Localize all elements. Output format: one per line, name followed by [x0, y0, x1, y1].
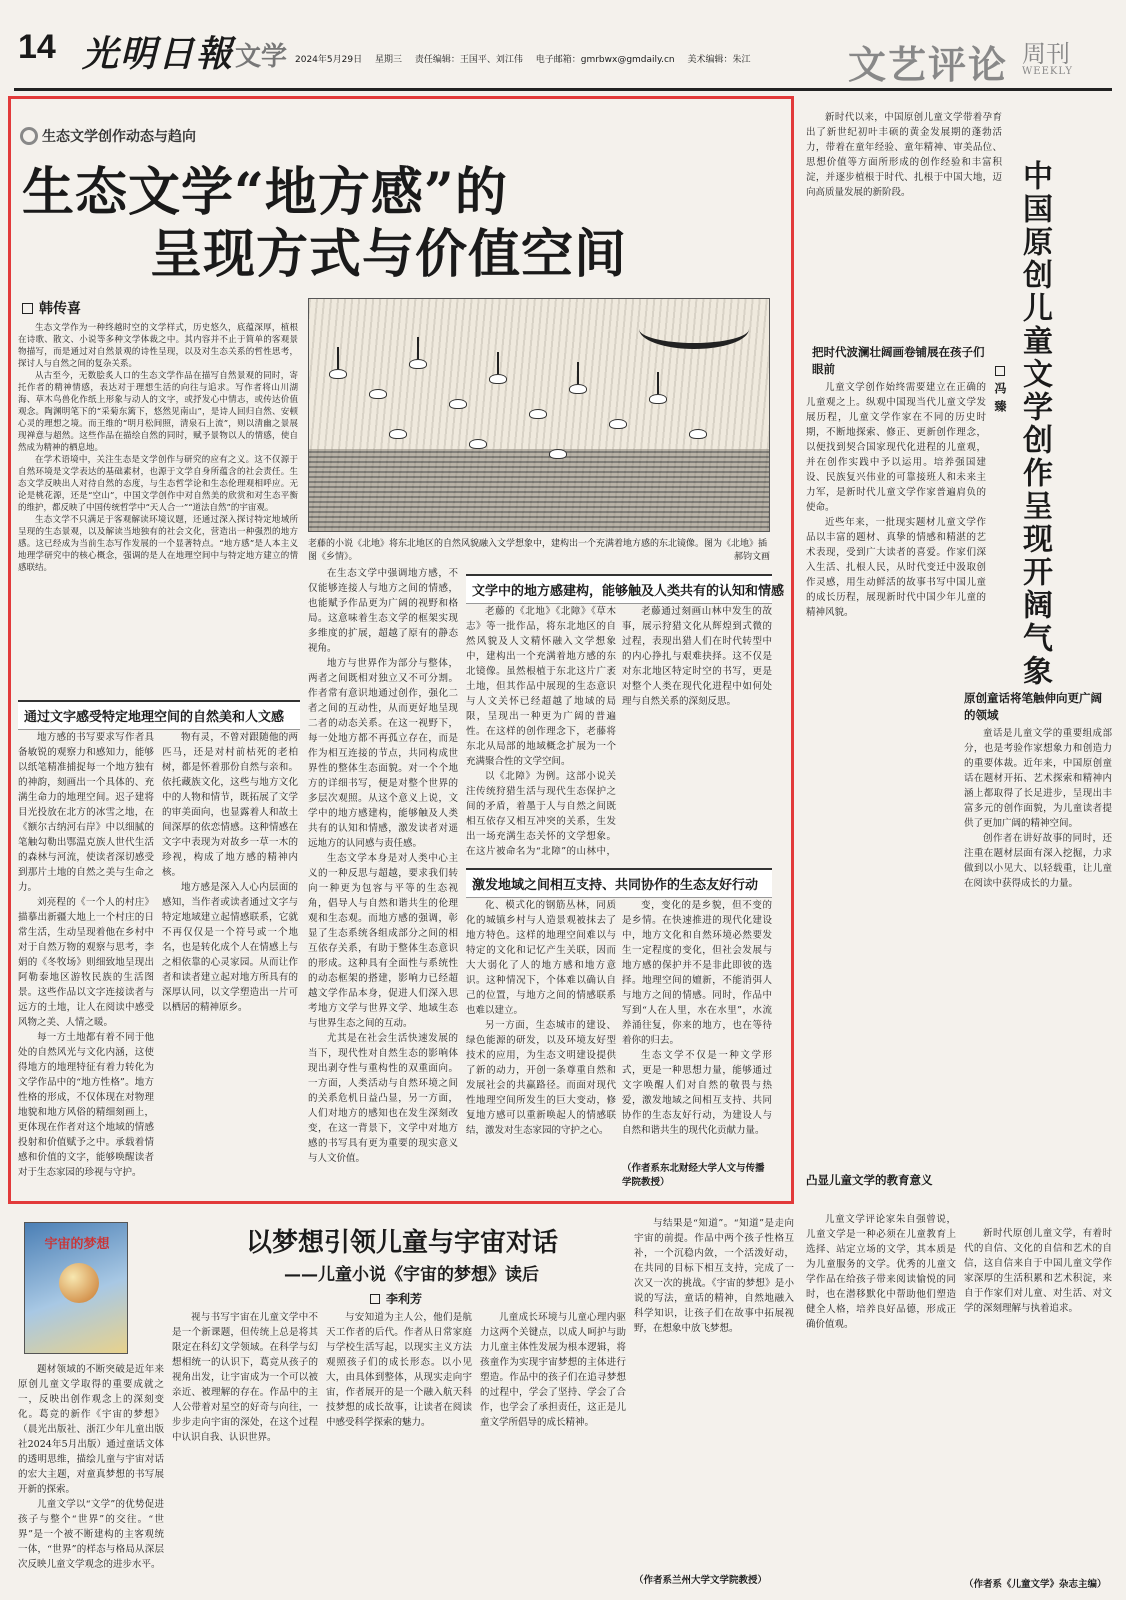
- paper-name-logo: 光明日報: [82, 33, 235, 75]
- editor-email: 电子邮箱：gmrbwx@gmdaily.cn: [535, 55, 675, 65]
- water-reflection: [309, 449, 770, 532]
- responsible-editors: 责任编辑：王国平、刘江伟: [414, 55, 523, 65]
- book-cover-title: 宇宙的梦想: [44, 1237, 110, 1252]
- body-paragraph: 老藤通过刻画山林中发生的故事，展示狩猎文化从辉煌到式微的过程，表现出猎人们在时代转型中的内心挣扎与艰难抉择。这不仅是对东北地区特定时空的书写，更是对整个人类在现代化进程中如何处理与自然关系的深刻反思。: [622, 606, 772, 707]
- body-paragraph: 儿童文学创作始终需要建立在正确的儿童观之上。纵观中国现当代儿童文学发展历程，儿童文学作家在不同的历史时期，不断地探索、修正、更新创作理念，以便找到契合国家现代化进程的儿童观，并在创作实践中予以运用。培养强国建设、民族复兴伟业的可靠接班人和未来主力军，是新时代儿童文学作家普遍肩负的使命。: [806, 382, 986, 513]
- section2-column-b: [622, 604, 772, 860]
- crane-icon: [389, 429, 407, 439]
- bottom-column-a: [18, 1362, 164, 1592]
- section1-column-b: [162, 730, 298, 1196]
- caption-text: 老藤的小说《北地》将东北地区的自然风貌融入文学想象中，建构出一个充满着地方感的东北镜像。图为《北地》插图《乡情》。: [308, 539, 768, 562]
- illustration-caption: [308, 538, 770, 564]
- middle-column: [308, 566, 458, 1196]
- section-name: 文学: [235, 42, 288, 72]
- right-author-affiliation: （作者系《儿童文学》杂志主编）: [964, 1579, 1107, 1590]
- right-column-a: [806, 380, 986, 866]
- right-column-d: [964, 1226, 1112, 1574]
- author-affiliation: （作者系东北财经大学人文与传播学院教授）: [622, 1163, 765, 1188]
- section3-column-a: [466, 898, 616, 1196]
- masthead: [0, 0, 1126, 92]
- lead-paragraph: 生态文学不只满足于客观解读环境议题，还通过深入探讨特定地域所呈现的生态景观，以及解读当地独有的社会文化，营造出一种强烈的地方感。这已经成为当前生态写作发展的一个显著特点。“地方感”是人本主义地理学研究中的核心概念，强调的是人在地理空间中与特定地方建立的情感联结。: [18, 515, 298, 573]
- body-paragraph: 尤其是在社会生活快速发展的当下，现代性对自然生态的影响体现出剥夺性与重构性的双重面向。一方面，人类活动与自然环境之间的关系危机日益凸显，另一方面，人们对地方的感知也在发生深刻改变，在这一背景下，文学中对地方感的书写具有更为重要的现实意义与人文价值。: [308, 1033, 458, 1164]
- body-paragraph: 变，变化的是乡貌，但不变的是乡情。在快速推进的现代化建设中，地方文化和自然环境必然要发生一定程度的变化，但社会发展与地方感的保护并不是非此即彼的选择。地理空间的嬗新，不能消弭人与地方之间的情感。同时，作品中写到“人在人里，水在水里”，水流养涌往复，你来的地方，也在等待着你的归去。: [622, 900, 772, 1046]
- article-byline: 韩传喜: [22, 298, 81, 318]
- crane-neck: [577, 362, 579, 384]
- crane-icon: [329, 369, 347, 379]
- bottom-column-e: [634, 1216, 794, 1566]
- body-paragraph: 在生态文学中强调地方感，不仅能够连接人与地方之间的情感，也能赋予作品更为广阔的视野和格局。这意味着生态文学的框架实现多维度的扩展，超越了原有的静态视角。: [308, 568, 458, 654]
- body-paragraph: 地方与世界作为部分与整体，两者之间既相对独立又不可分割。作者常有意识地通过创作，强化二者之间的互动性，从而更好地呈现二者的动态关系。在这一视野下，每一处地方都不再孤立存在，而是作为相互连接的节点，共同构成世界性的整体生态面貌。对一个个地方的详细书写，便是对整个世界的多层次观照。从这个意义上说，文学中的地方感建构，能够触及人类共有的认知和情感，激发读者对遥远地方的认同感与责任感。: [308, 658, 458, 849]
- body-paragraph: 新时代原创儿童文学，有着时代的自信、文化的自信和艺术的自信，这自信来自于中国儿童文学作家深厚的生活积累和艺术积淀，来自于作家们对儿童、对生活、对文学的深刻理解与执着追求。: [964, 1228, 1112, 1314]
- crane-icon: [609, 419, 627, 429]
- crane-icon: [529, 409, 547, 419]
- book-cover-image: [24, 1222, 128, 1354]
- lead-column: [18, 322, 298, 694]
- crane-icon: [569, 384, 587, 394]
- body-paragraph: 每一方土地都有着不同于他处的自然风光与文化内涵，这使得地方的地理特征有着力转化为文学作品中的“地方性格”。地方性格的形成，不仅体现在对物理地貌和地方风俗的精细刻画上，更体现在作者对这个地域的情感投射和价值赋予之中。承载着情感和价值的文字，能够唤醒读者对于生态家园的珍视与守护。: [18, 1032, 154, 1178]
- right-article-byline: 冯臻: [992, 366, 1009, 418]
- body-paragraph: 儿童文学以“文学”的优势促进孩子与整个“世界”的交往。“世界”是一个被不断建构的主客观统一体，“世界”的样态与格局从深层次反映儿童文学观念的进步水平。: [18, 1499, 164, 1570]
- column-weekly-en: WEEKLY: [1022, 66, 1073, 77]
- body-paragraph: 童话是儿童文学的重要组成部分，也是考验作家想象力和创造力的重要体裁。近年来，中国原创童话在题材开拓、艺术探索和精神内涵上都取得了长足进步，呈现出丰富多元的创作面貌，为儿童读者提供了更加广阔的精神空间。: [964, 728, 1112, 829]
- crane-neck: [657, 372, 659, 394]
- body-paragraph: 儿童成长环境与儿童心理内驱力这两个关键点，以成人呵护与助力儿童主体性发展为根本逻辑，将孩童作为实现宇宙梦想的主体进行塑造。作品中的孩子们在追寻梦想的过程中，学会了坚持、学会了合作，也学会了承担责任，这正是儿童文学所倡导的成长精神。: [480, 1312, 626, 1428]
- bottom-article-byline: 李利芳: [370, 1290, 422, 1307]
- body-paragraph: 与安知道为主人公，他们是航天工作者的后代。作者从日常家庭与学校生活写起，以现实主义方法观照孩子们的成长形态。以小见大，由具体到整体，从现实走向宇宙，作者展开的是一个融入航天科技梦想的成长故事，让读者在阅读中感受科学探索的魅力。: [326, 1312, 472, 1428]
- right-subhead-1: 把时代波澜壮阔画卷铺展在孩子们眼前: [812, 345, 985, 376]
- article-headline-line2: 呈现方式与价值空间: [150, 224, 628, 285]
- bottom-column-c: [326, 1310, 472, 1592]
- art-editor: 美术编辑：朱江: [687, 55, 751, 65]
- lead-paragraph: 生态文学作为一种终越时空的文学样式，历史悠久，底蕴深厚，植根在诗歌、散文、小说等多种文学体裁之中。其内容并不止于简单的客观景物描写，而是通过对自然景观的诗性呈现，以及对生态关系的哲性思考，探讨人与自然之间的复杂关系。: [18, 323, 298, 369]
- right-article-title: 中国原创儿童文学创作呈现开阔气象: [1017, 160, 1052, 688]
- lead-paragraph: 在学术语境中，关注生态是文学创作与研究的应有之义。这不仅源于自然环境是文学表达的基础素材，也源于文学自身所蕴含的社会责任。生态文学反映出人对待自然的态度，与生态哲学论和生态伦理观相呼应。无论是桃花源，还是“空山”，中国文学创作中对自然美的欣赏和对生态平衡的维护，都反映了中国传统哲学中“天人合一”“道法自然”的宇宙观。: [18, 455, 298, 513]
- body-paragraph: 儿童文学评论家朱自强曾说，儿童文学是一种必须在儿童教育上选择、站定立场的文学，其本质是为儿童服务的文学。优秀的儿童文学作品在给孩子带来阅读愉悦的同时，也在潜移默化中帮助他们塑造健全人格，培养良好品德，形成正确价值观。: [806, 1214, 956, 1330]
- body-paragraph: 刘亮程的《一个人的村庄》描摹出新疆大地上一个村庄的日常生活，生动呈现着他在乡村中对于自然万物的观察与思考，李娟的《冬牧场》则细致地呈现出阿勒泰地区游牧民族的生活图景。这些作品以文字连接读者与远方的土地，让人在阅读中感受风物之美、人情之暖。: [18, 897, 154, 1028]
- issue-date: 2024年5月29日: [295, 55, 363, 65]
- crane-icon: [689, 429, 707, 439]
- body-paragraph: 化、模式化的钢筋丛林，同质化的城镇乡村与人造景观被抹去了地方特色。这样的地理空间难以与特定的文化和记忆产生关联，因而大大弱化了人的地方感和地方意识。这种情况下，个体难以确认自己的位置，与地方之间的情感联系也难以建立。: [466, 900, 616, 1016]
- body-paragraph: 另一方面，生态城市的建设、绿色能源的研发，以及环境友好型技术的应用，为生态文明建设提供了新的动力，开创一条尊重自然和发展社会的共赢路径。而面对现代性地理空间所发生的巨大变动，修复地方感可以重新唤起人的情感联结，激发对生态家园的守护之心。: [466, 1020, 616, 1136]
- body-paragraph: 与结果是“知道”。“知道”是走向宇宙的前提。作品中两个孩子性格互补，一个沉稳内敛，一个活泼好动，在共同的目标下相互支持，完成了一次又一次的挑战。《宇宙的梦想》是小说的写法，童话的精神，自然地融入科学知识，让孩子们在故事中拓展视野，在想象中放飞梦想。: [634, 1218, 794, 1334]
- right-subhead-3: 凸显儿童文学的教育意义: [806, 1173, 933, 1187]
- crane-neck: [417, 337, 419, 359]
- body-paragraph: 老藤的《北地》《北障》《草木志》等一批作品，将东北地区的自然风貌及人文精怀融入文学想象中，建构出一个充满着地方感的东北镜像。虽然根植于东北这片广袤土地，但其作品中展现的生态意识与人文关怀已经超越了地域的局限，呈现出一种更为广阔的普遍性。在这样的创作理念下，老藤将东北从局部的地域概念扩展为一个充满聚合性的文学空间。: [466, 606, 616, 767]
- right-column-c: [806, 1212, 956, 1582]
- crane-icon: [469, 439, 487, 449]
- body-paragraph: 近些年来，一批现实题材儿童文学作品以丰富的题材、真挚的情感和精湛的艺术表现，受到广大读者的喜爱。作家们深入生活、扎根人民，从时代变迁中汲取创作灵感，用生动鲜活的故事书写中国儿童的成长历程，展现新时代中国少年儿童的精神风貌。: [806, 517, 986, 618]
- crane-icon: [489, 374, 507, 384]
- section2-heading: 文学中的地方感建构，能够触及人类共有的认知和情感: [466, 574, 772, 604]
- kicker-logo-icon: [20, 127, 38, 145]
- issue-weekday: 星期三: [374, 55, 402, 65]
- planet-icon: [59, 1263, 99, 1303]
- bottom-column-d: [480, 1310, 626, 1592]
- body-paragraph: 地方感是深入人心内层面的感知，当作者或读者通过文字与特定地域建立起情感联系，它就不再仅仅是一个符号或一个地名，也是转化成个人在情感上与之相依靠的心灵家园。从而让作者和读者建立起对地方所具有的深厚认同，以文学塑造出一片可以栖居的精神原乡。: [162, 882, 298, 1013]
- boat-shape: [639, 309, 749, 349]
- crane-icon: [449, 399, 467, 409]
- page-number: 14: [18, 28, 56, 66]
- masthead-rule: [14, 88, 1112, 91]
- article-headline-line1: 生态文学“地方感”的: [22, 162, 508, 223]
- body-paragraph: 创作者在讲好故事的同时，还注重在题材层面有深入挖掘，力求做到以小见大、以轻载重，让儿童在阅读中获得成长的力量。: [964, 833, 1112, 889]
- article-illustration: [308, 298, 770, 532]
- section3-column-b: [622, 898, 772, 1154]
- body-paragraph: 以《北障》为例。这部小说关注传统狩猎生活与现代生态保护之间的矛盾，着墨于人与自然之间既相互依存又相互冲突的关系，生发出一场充满生态关怀的文学想象。在这片被命名为“北障”的山林中，: [466, 771, 616, 857]
- article-kicker: 生态文学创作动态与趋向: [20, 126, 196, 146]
- bottom-author-affiliation: （作者系兰州大学文学院教授）: [634, 1575, 768, 1586]
- body-paragraph: 新时代以来，中国原创儿童文学带着孕育出了新世纪初叶丰硕的黄金发展期的蓬勃活力，带着在童年经验、童年精神、审美品位、思想价值等方面所形成的创作经验和丰富积淀，并逐步植根于时代、扎根于中国大地，迈向高质量发展的新阶段。: [806, 112, 1002, 198]
- bottom-column-b: [172, 1310, 318, 1592]
- crane-icon: [649, 394, 667, 404]
- byline-box-icon: [22, 303, 33, 314]
- bottom-article-headline: 以梦想引领儿童与宇宙对话: [246, 1228, 559, 1258]
- crane-neck: [337, 347, 339, 369]
- crane-icon: [409, 359, 427, 369]
- section3-heading: 激发地域之间相互支持、共同协作的生态友好行动: [466, 868, 772, 898]
- lead-paragraph: 从古至今，无数脍炙人口的生态文学作品在描写自然景观的同时，寄托作者的精神情感，表达对于理想生活的向往与追求。写作者将山川湖海、草木鸟兽化作纸上形象与动人的文字，或抒发心中情志，或传达价值观念。陶渊明笔下的“采菊东篱下，悠然见南山”，是诗人回归自然、安顿心灵的理想之境。而王维的“明月松间照，清泉石上流”，则以清幽之景展现禅意与超然。这些作品在描绘自然的同时，赋予景物以人的情感，使自然成为精神的栖息地。: [18, 371, 298, 453]
- right-intro-column: [806, 110, 1002, 336]
- body-paragraph: 生态文学不仅是一种文学形式，更是一种思想力量，能够通过文字唤醒人们对自然的敬畏与热爱，激发地域之间相互支持、共同协作的生态友好行动，为建设人与自然和谐共生的现代化贡献力量。: [622, 1050, 772, 1136]
- column-weekly: 周刊: [1022, 40, 1070, 68]
- right-column-b: [964, 726, 1112, 1220]
- section1-heading: 通过文字感受特定地理空间的自然美和人文感: [18, 700, 300, 730]
- crane-neck: [497, 352, 499, 374]
- body-paragraph: 地方感的书写要求写作者具备敏锐的观察力和感知力，能够以纸笔精准捕捉每一个地方独有的神韵，刻画出一个具体的、充满生命力的地理空间。迟子建将目光投放在北方的冰雪之地，在《额尔古纳河右岸》中以细腻的笔触勾勒出鄂温克族人世代生活的森林与河流，使读者深切感受到那片土地的自然之美与生命之力。: [18, 732, 154, 893]
- crane-icon: [369, 389, 387, 399]
- section2-column-a: [466, 604, 616, 860]
- column-title: 文艺评论: [848, 43, 1009, 87]
- section1-column-a: [18, 730, 154, 1196]
- bottom-article-subtitle: ——儿童小说《宇宙的梦想》读后: [284, 1265, 539, 1285]
- right-subhead-2: 原创童话将笔触伸向更广阔的领域: [964, 691, 1102, 722]
- byline-box-icon: [995, 366, 1005, 376]
- body-paragraph: 视与书写宇宙在儿童文学中不是一个新课题，但传统上总是将其限定在科幻文学领域。在科学与幻想相统一的认识下，葛竞从孩子的视角出发，让宇宙成为一个可以被亲近、被理解的存在。作品中的主人公带着对星空的好奇与向往，一步步走向宇宙的深处，在这个过程中认识自我、认识世界。: [172, 1312, 318, 1443]
- crane-icon: [549, 449, 567, 459]
- body-paragraph: 物有灵，不曾对跟随他的两匹马，还是对村前枯死的老柏树，都是怀着那份自然与亲和。依托藏族文化，这些与地方文化中的人物和情节，既拓展了文学的审美面向，也显露着人和故土间深厚的依恋情感。这种情感在文字中表现为对故乡一草一木的珍视，构成了地方感的精神内核。: [162, 732, 298, 878]
- byline-box-icon: [370, 1294, 380, 1304]
- caption-credit: 郝钧文画: [733, 552, 770, 562]
- body-paragraph: 生态文学本身是对人类中心主义的一种反思与超越，要求我们转向一种更为包容与平等的生态视角，倡导人与自然和谐共生的伦理观和生态观。而地方感的强调，彰显了生态系统各组成部分之间的相互依存关系，有助于整体生态意识的形成。这种具有全面性与系统性的动态框架的搭建，影响力已经超越文学作品本身，促进人们深入思考地方文学与世界文学、地域生态与世界生态之间的互动。: [308, 853, 458, 1029]
- body-paragraph: 题材领域的不断突破是近年来原创儿童文学取得的重要成就之一，反映出创作观念上的深刻变化。葛竞的新作《宇宙的梦想》（晨光出版社、浙江少年儿童出版社2024年5月出版）通过童话文体的透明思维，描绘儿童与宇宙对话的宏大主题，对童真梦想的书写展开新的探索。: [18, 1364, 164, 1495]
- edition-info: [295, 52, 761, 65]
